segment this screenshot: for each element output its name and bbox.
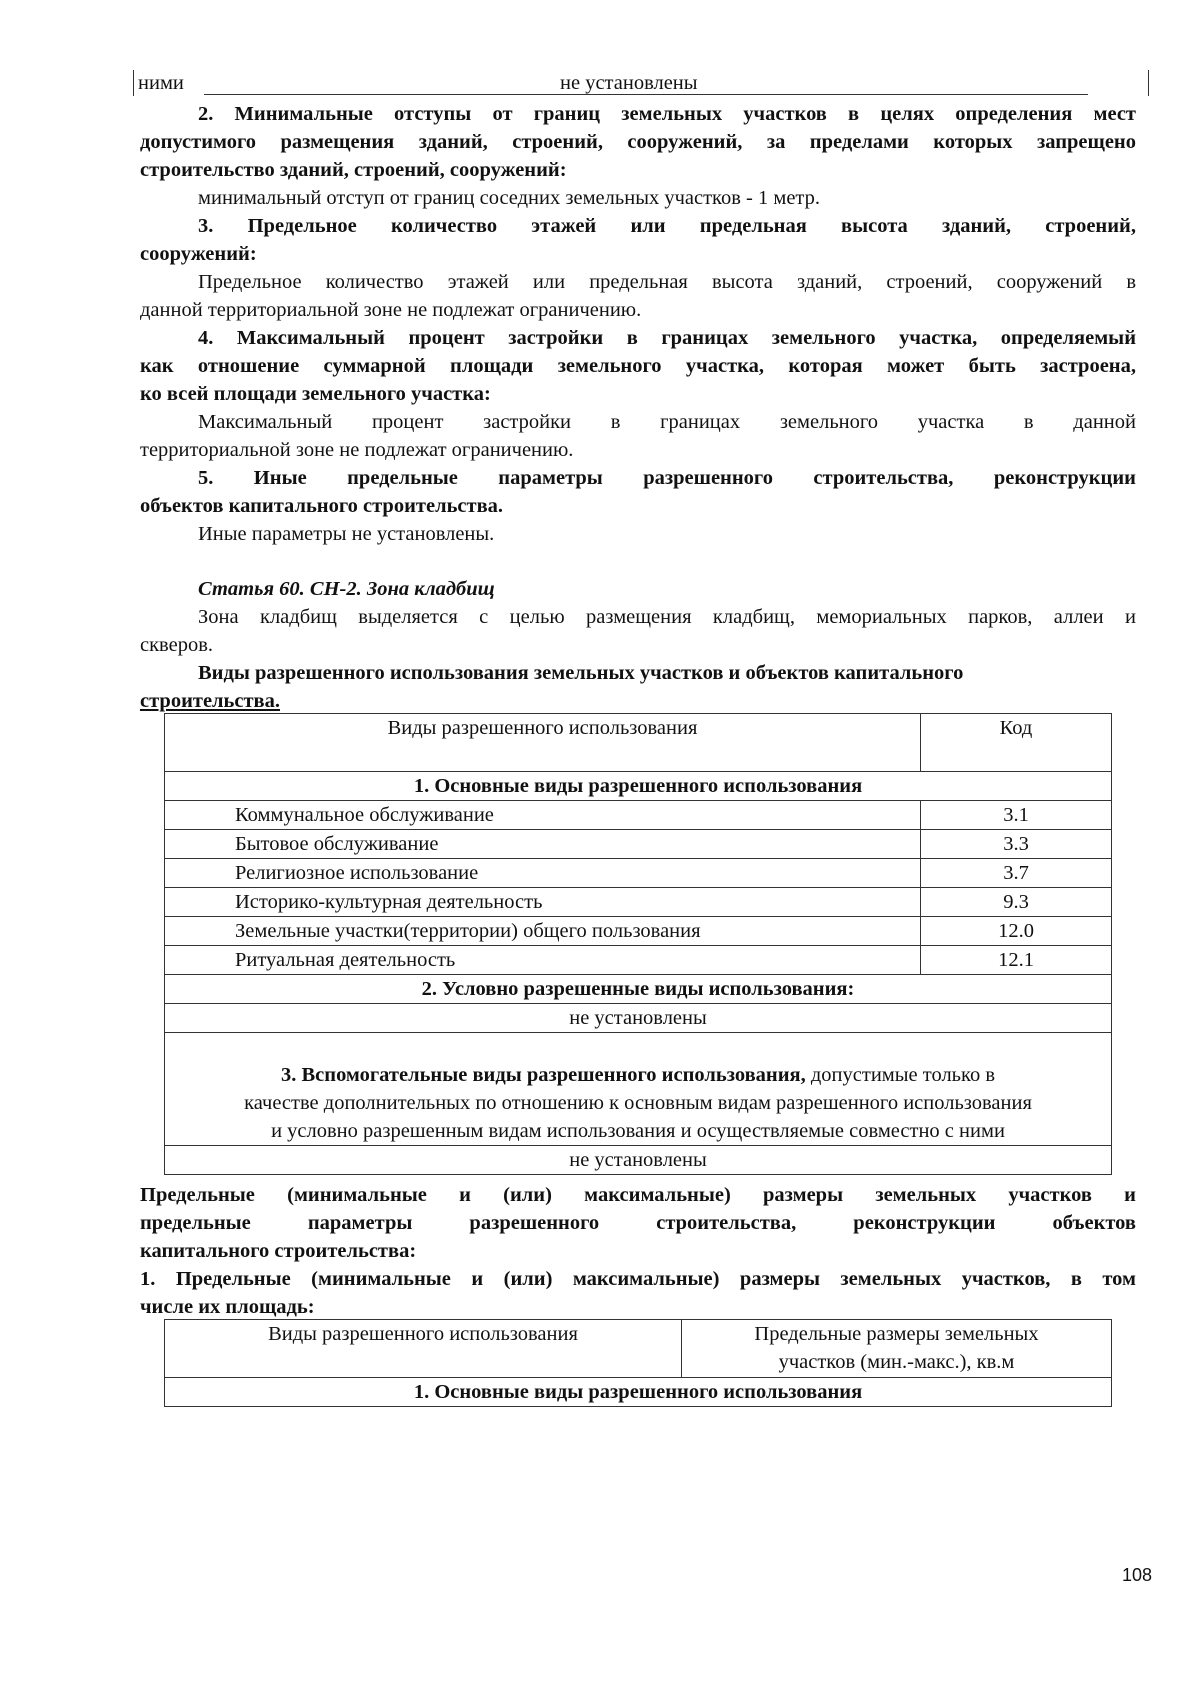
use-code: 3.1: [921, 801, 1112, 830]
article-title: Статья 60. СН-2. Зона кладбищ: [198, 578, 495, 600]
limits-section1: 1. Основные виды разрешенного использования: [165, 1378, 1112, 1407]
table-row: [165, 830, 1112, 859]
article-desc-1: Зона кладбищ выделяется с целью размещения кладбищ, мемориальных парков, аллеи и: [198, 606, 1136, 628]
limits-sub-2: числе их площадь:: [140, 1296, 315, 1318]
use-name: Земельные участки(территории) общего пользования: [165, 917, 921, 946]
section3-line-3: и условно разрешенным видам использования и осуществляемые совместно с ними: [271, 1120, 1005, 1142]
s2-heading-1: 2. Минимальные отступы от границ земельных участков в целях определения мест: [198, 103, 1136, 125]
use-code: 3.3: [921, 830, 1112, 859]
section3-cell: [165, 1033, 1112, 1146]
s5-heading-1: 5. Иные предельные параметры разрешенного строительства, реконструкции: [198, 467, 1136, 489]
s3-heading-1: 3. Предельное количество этажей или предельная высота зданий, строений,: [198, 215, 1136, 237]
s2-text: минимальный отступ от границ соседних земельных участков - 1 метр.: [198, 187, 821, 209]
table-row: [165, 801, 1112, 830]
s4-heading-2: как отношение суммарной площади земельного участка, которая может быть застроена,: [140, 355, 1136, 377]
limits-heading-2: предельные параметры разрешенного строительства, реконструкции объектов: [140, 1212, 1136, 1234]
s3-heading-2: сооружений:: [140, 243, 257, 265]
code-col-header: Код: [921, 714, 1112, 772]
s4-heading-1: 4. Максимальный процент застройки в границах земельного участка, определяемый: [198, 327, 1136, 349]
section3-line-2: качестве дополнительных по отношению к основным видам разрешенного использования: [244, 1092, 1032, 1114]
top-row-underline: [204, 94, 1088, 95]
section2-value: не установлены: [165, 1004, 1112, 1033]
section3-bold: 3. Вспомогательные виды разрешенного использования,: [280, 1064, 806, 1086]
use-name: Бытовое обслуживание: [165, 830, 921, 859]
table-row: [165, 917, 1112, 946]
uses-col-header: Виды разрешенного использования: [165, 714, 921, 772]
limits-heading-3: капитального строительства:: [140, 1240, 417, 1262]
use-code: 9.3: [921, 888, 1112, 917]
s5-heading-2: объектов капитального строительства.: [140, 495, 504, 517]
section1-header: 1. Основные виды разрешенного использования: [165, 772, 1112, 801]
s4-heading-3: ко всей площади земельного участка:: [140, 383, 491, 405]
limits-table: [164, 1319, 1112, 1407]
top-row-center: не установлены: [560, 72, 698, 94]
limits-heading-1: Предельные (минимальные и (или) максимальные) размеры земельных участков и: [140, 1184, 1136, 1206]
types-heading-2: строительства.: [140, 690, 281, 712]
types-heading-1: Виды разрешенного использования земельных участков и объектов капитального: [198, 662, 964, 684]
s2-heading-3: строительство зданий, строений, сооружений:: [140, 159, 567, 181]
limits-sub-1: 1. Предельные (минимальные и (или) максимальные) размеры земельных участков, в том: [140, 1268, 1136, 1290]
limits-col2-line-2: участков (мин.-макс.), кв.м: [778, 1351, 1015, 1373]
s3-text-1: Предельное количество этажей или предельная высота зданий, строений, сооружений в: [198, 271, 1136, 293]
section3-line-1: [165, 1061, 1111, 1089]
use-code: 12.0: [921, 917, 1112, 946]
s3-text-2: данной территориальной зоне не подлежат ограничению.: [140, 299, 642, 321]
use-name: Ритуальная деятельность: [165, 946, 921, 975]
limits-col2-line-1: Предельные размеры земельных: [754, 1323, 1039, 1345]
s5-text: Иные параметры не установлены.: [198, 523, 495, 545]
s4-text-2: территориальной зоне не подлежат ограничению.: [140, 439, 574, 461]
top-row-left: ними: [138, 72, 184, 94]
s4-text-1: Максимальный процент застройки в границах земельного участка в данной: [198, 411, 1136, 433]
section3-value: не установлены: [165, 1146, 1112, 1175]
table-row: [165, 888, 1112, 917]
section2-header: 2. Условно разрешенные виды использования:: [165, 975, 1112, 1004]
limits-col1-header: Виды разрешенного использования: [165, 1320, 682, 1378]
use-code: 12.1: [921, 946, 1112, 975]
limits-col2-header: [682, 1320, 1112, 1378]
use-name: Историко-культурная деятельность: [165, 888, 921, 917]
s2-heading-2: допустимого размещения зданий, строений, сооружений, за пределами которых запрещено: [140, 131, 1136, 153]
use-name: Религиозное использование: [165, 859, 921, 888]
article-desc-2: скверов.: [140, 634, 214, 656]
top-table-row: [133, 70, 1149, 96]
use-code: 3.7: [921, 859, 1112, 888]
table-row: [165, 946, 1112, 975]
page-number: 108: [1121, 1565, 1152, 1585]
table-row: [165, 859, 1112, 888]
uses-table: [164, 713, 1112, 1175]
section3-rest-1: допустимые только в: [805, 1064, 995, 1086]
use-name: Коммунальное обслуживание: [165, 801, 921, 830]
